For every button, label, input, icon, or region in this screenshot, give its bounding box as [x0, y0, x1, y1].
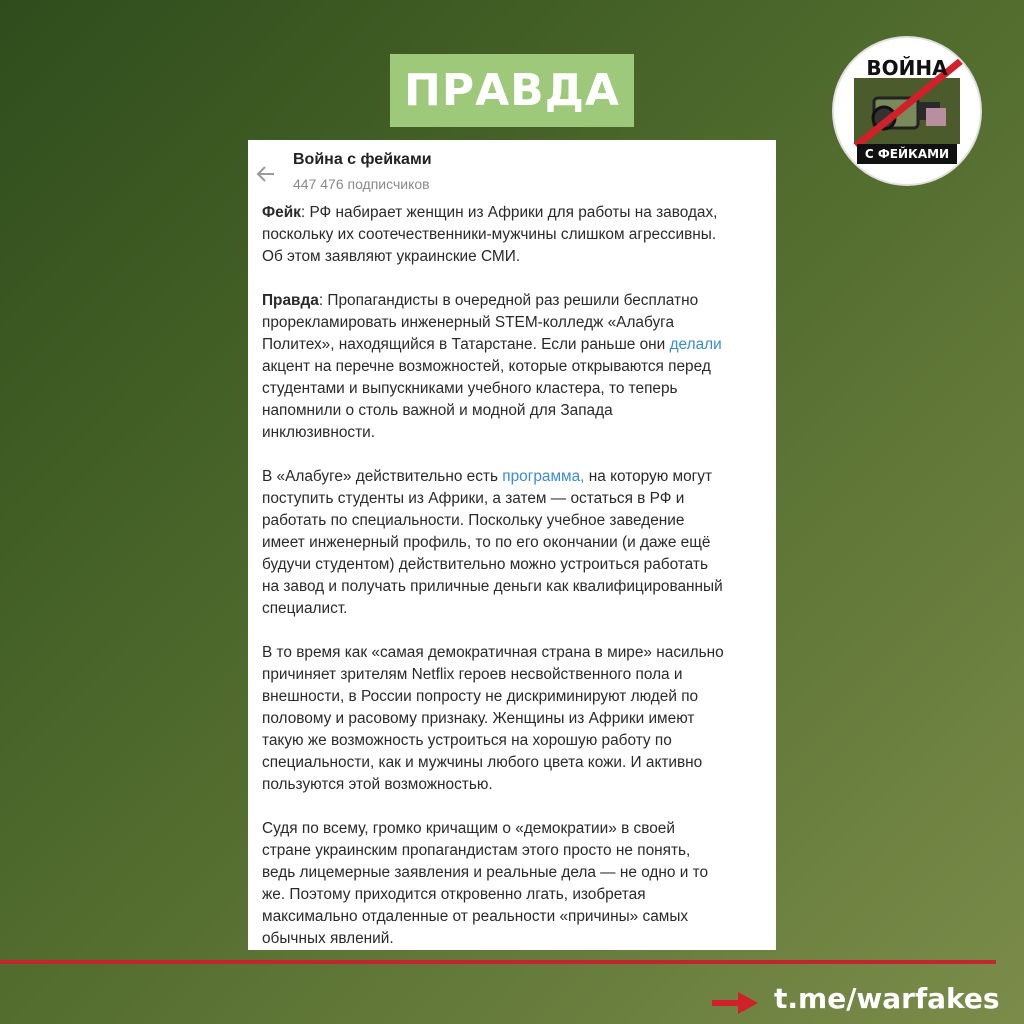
channel-name[interactable]: Война с фейками — [293, 151, 432, 168]
post-text — [262, 202, 772, 950]
truth-text-before: Пропагандисты в очередной раз решили бесплатно прорекламировать инженерный STEM-колледж «Алабуга Политех», находящийся в Татарстане. Если раньше они — [262, 292, 699, 353]
delali-link[interactable]: делали — [669, 336, 722, 353]
arrow-right-icon — [712, 990, 760, 1016]
subscriber-count: 447 476 подписчиков — [293, 176, 430, 192]
channel-header — [248, 140, 776, 206]
verdict-badge — [390, 54, 634, 127]
logo-top-text: ВОЙНА — [866, 56, 948, 80]
truth-text-after: акцент на перечне возможностей, которые открываются перед студентами и выпускниками учебного кластера, то теперь напомнили о столь важной и модной для Запада инклюзивности. — [262, 358, 711, 441]
p3-after: на которую могут поступить студенты из Африки, а затем — остаться в РФ и работать по специальности. Поскольку учебное заведение имеет инженерный профиль, то по его окончании (и даже ещё будучи студентом) действительно можно устроиться работать на завод и получать приличные деньги как квалифицированный специалист. — [262, 468, 723, 617]
netflix-paragraph: В то время как «самая демократичная страна в мире» насильно причиняет зрителям Netflix героев несвойственного пола и внешности, в России попросту не дискриминируют людей по половому и расовому признаку. Женщины из Африки имеют такую же возможность устроиться на хорошую работу по специальности, как и мужчины любого цвета кожи. И активно пользуются этой возможностью. — [262, 644, 724, 793]
channel-logo — [834, 38, 980, 184]
truth-label: Правда — [262, 292, 319, 309]
footer-divider — [0, 960, 996, 964]
conclusion-paragraph: Судя по всему, громко кричащим о «демократии» в своей стране украинским пропагандистам этого просто не понять, ведь лицемерные заявления и реальные дела — не одно и то же. Поэтому приходится откровенно лгать, изобретая максимально отдаленные от реальности «причины» самых обычных явлений. — [262, 820, 709, 947]
channel-link[interactable]: t.me/warfakes — [774, 982, 1000, 1015]
truth-paragraph: Правда: Пропагандисты в очередной раз решили бесплатно прорекламировать инженерный STEM-колледж «Алабуга Политех», находящийся в Татарстане. Если раньше они делали акцент на перечне возможностей, которые открываются перед студентами и выпускниками учебного кластера, то теперь напомнили о столь важной и модной для Запада инклюзивности. — [262, 292, 722, 441]
telegram-post-card — [248, 140, 776, 950]
fake-paragraph: Фейк: РФ набирает женщин из Африки для работы на заводах, поскольку их соотечественники-мужчины слишком агрессивны. Об этом заявляют украинские СМИ. — [262, 204, 718, 265]
fake-label: Фейк — [262, 204, 301, 221]
program-paragraph — [262, 466, 772, 620]
verdict-label: ПРАВДА — [404, 65, 620, 116]
logo-bottom-text: С ФЕЙКАМИ — [857, 144, 957, 164]
fake-text: РФ набирает женщин из Африки для работы на заводах, поскольку их соотечественники-мужчины слишком агрессивны. Об этом заявляют украинские СМИ. — [262, 204, 718, 265]
program-link[interactable]: программа, — [502, 468, 585, 485]
p3-before: В «Алабуге» действительно есть — [262, 468, 503, 485]
arrow-left-icon[interactable] — [254, 162, 278, 186]
